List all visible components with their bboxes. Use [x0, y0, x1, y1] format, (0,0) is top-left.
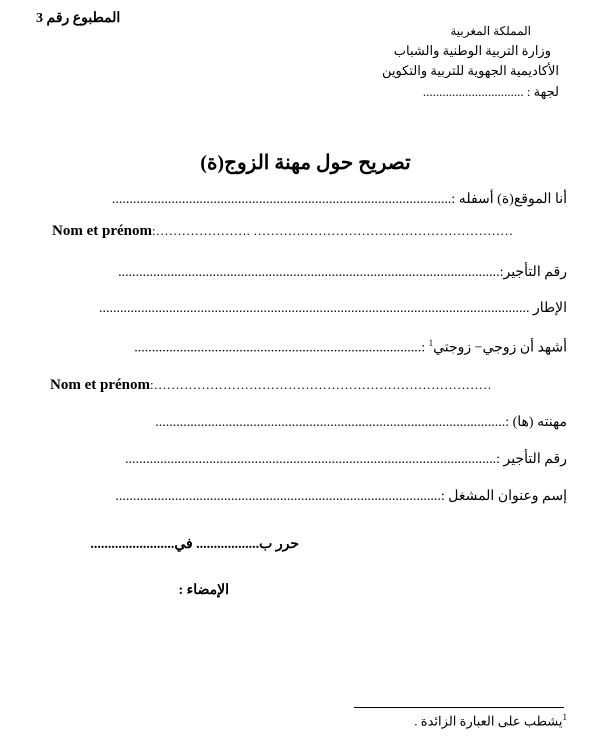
header-kingdom: المملكة المغربية — [450, 24, 531, 38]
field-signature: الإمضاء : — [178, 583, 229, 598]
header-ministry: وزارة التربية الوطنية والشباب — [393, 43, 551, 58]
field-payroll-2: رقم التأجير :.......................................................................................................... — [125, 452, 567, 467]
footnote-ref: 1 — [428, 338, 434, 348]
footnote — [414, 712, 567, 729]
certify-dots: :.................................................................................. — [134, 340, 429, 356]
field-name-1 — [52, 222, 513, 240]
form-number: المطبوع رقم 3 — [36, 11, 121, 26]
field-payroll-1: رقم التأجير:............................................................................................................. — [118, 265, 567, 280]
name-2-label: Nom et prénom — [50, 377, 150, 393]
footnote-text: يشطب على العبارة الزائدة . — [414, 713, 563, 729]
field-name-2 — [50, 376, 492, 394]
header-region: لجهة : ............................... — [422, 84, 559, 99]
footnote-mark: 1 — [562, 712, 567, 722]
field-cadre: الإطار ........................................................................................................................... — [98, 301, 567, 316]
header-academy: الأكاديمية الجهوية للتربية والتكوين — [381, 63, 559, 78]
field-certify-spouse — [134, 338, 567, 357]
document-title: تصريح حول مهنة الزوج(ة) — [200, 152, 411, 174]
field-signatory: أنا الموقع(ة) أسفله :................................................................................................. — [111, 192, 567, 207]
name-1-label: Nom et prénom — [52, 223, 152, 239]
field-profession: مهنته (ها) :.................................................................................................... — [155, 415, 567, 430]
certify-text: أشهد أن زوجي− زوجتي — [433, 340, 567, 356]
footnote-separator — [354, 707, 564, 708]
field-written-at: حرر ب.................. في........................ — [90, 537, 299, 552]
field-employer: إسم وعنوان المشغل :............................................................................................. — [115, 489, 567, 504]
name-2-dots: :…………………………………………………………………… — [149, 377, 492, 392]
name-1-dots: :…………………. …………………………………………………… — [151, 223, 514, 238]
